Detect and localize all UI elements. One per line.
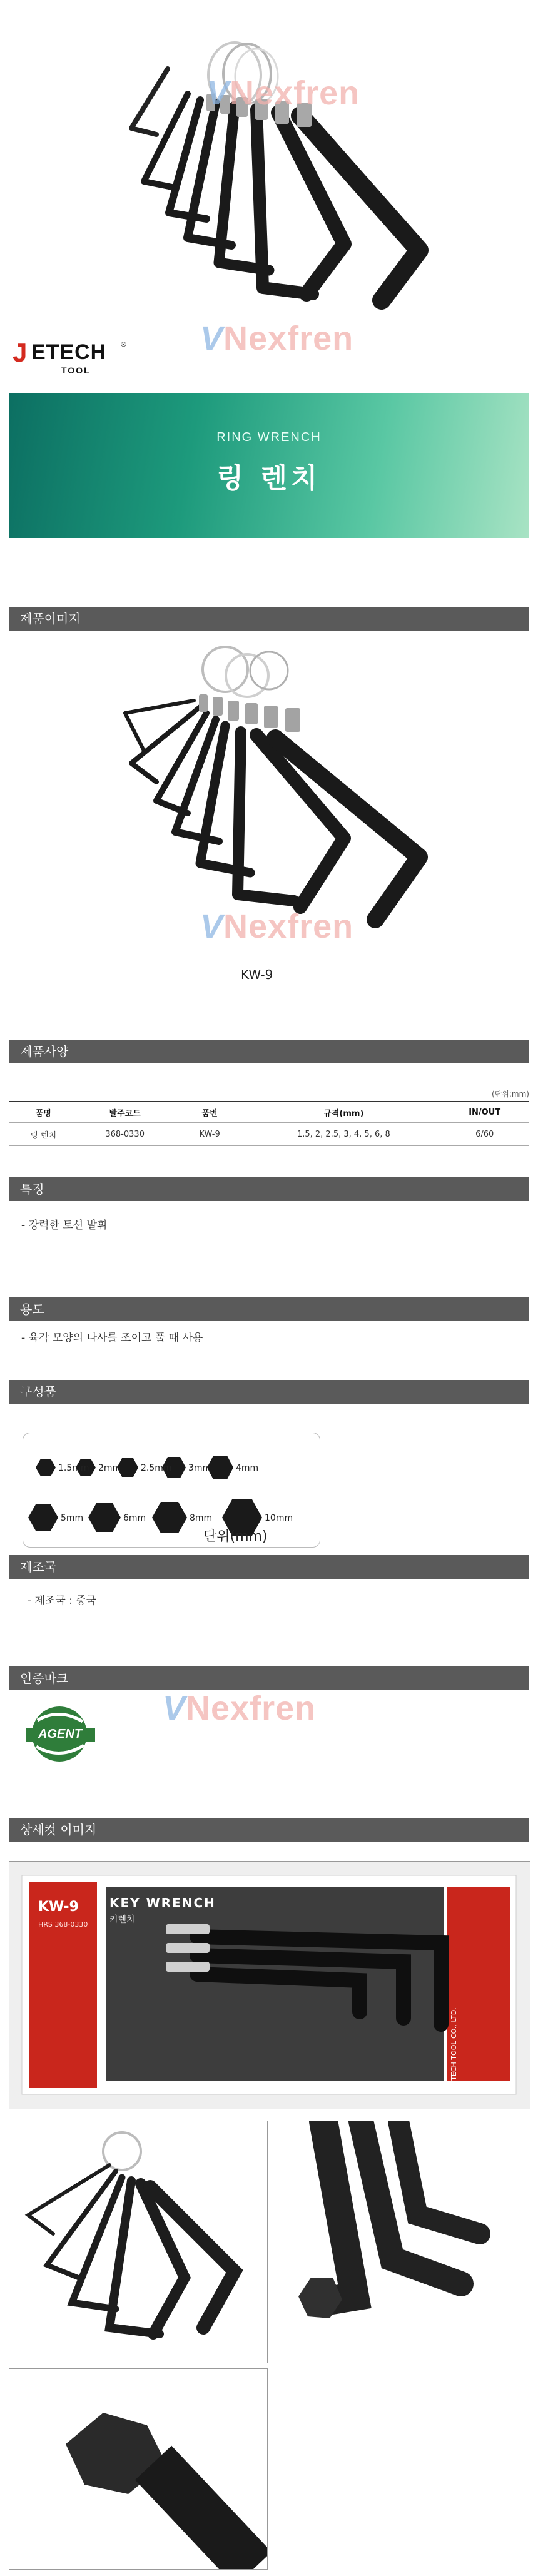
section-cert: 인증마크 <box>9 1666 529 1690</box>
spec-cell: 6/60 <box>440 1123 529 1146</box>
features-text: - 강력한 토션 발휘 <box>21 1219 108 1232</box>
spec-header: IN/OUT <box>440 1102 529 1123</box>
title-banner <box>9 393 529 538</box>
spec-cell: 1.5, 2, 2.5, 3, 4, 5, 6, 8 <box>247 1123 440 1146</box>
spec-header: 품번 <box>172 1102 248 1123</box>
wrench-set-illustration <box>9 2121 267 2363</box>
detail-photo-set <box>9 2121 268 2363</box>
hex-size-diagram <box>23 1433 320 1547</box>
detail-photo-closeup <box>273 2121 530 2363</box>
wrench-set-illustration <box>0 0 538 325</box>
spec-cell: 링 렌치 <box>9 1123 78 1146</box>
watermark: VNexfren <box>163 1690 317 1727</box>
package-photo <box>9 1861 530 2109</box>
package-model: KW-9 <box>38 1899 79 1915</box>
section-detail: 상세컷 이미지 <box>9 1818 529 1842</box>
spec-header-row <box>9 1102 529 1123</box>
detail-photo-tip <box>9 2368 268 2570</box>
spec-cell: 368-0330 <box>78 1123 172 1146</box>
agent-cert-mark <box>25 1703 100 1765</box>
package-name-en: KEY WRENCH <box>109 1895 216 1910</box>
size-label: 3mm <box>188 1463 211 1473</box>
size-label: 10mm <box>265 1513 293 1523</box>
package-name-ko: 키렌치 <box>109 1915 135 1925</box>
spec-header: 품명 <box>9 1102 78 1123</box>
banner-subtitle: RING WRENCH <box>216 430 322 444</box>
section-components: 구성품 <box>9 1380 529 1404</box>
watermark: VNexfren <box>206 74 360 112</box>
size-label: 2mm <box>98 1463 121 1473</box>
spec-header: 발주코드 <box>78 1102 172 1123</box>
package-code: HRS 368-0330 <box>38 1920 88 1929</box>
size-label: 6mm <box>123 1513 146 1523</box>
cert-text: AGENT <box>38 1727 82 1741</box>
components-box <box>23 1433 320 1548</box>
spec-cell: KW-9 <box>172 1123 248 1146</box>
product-photo <box>0 632 538 982</box>
hero-product-photo <box>0 0 538 375</box>
spec-unit-note: (단위:mm) <box>492 1090 529 1098</box>
banner-title: 링 렌치 <box>216 462 322 494</box>
section-usage: 용도 <box>9 1297 529 1321</box>
size-label: 4mm <box>236 1463 259 1473</box>
origin-text: - 제조국 : 중국 <box>28 1595 97 1607</box>
model-label: KW-9 <box>241 967 273 982</box>
section-origin: 제조국 <box>9 1555 529 1579</box>
watermark: VNexfren <box>200 320 354 357</box>
wrench-closeup-illustration <box>273 2121 530 2363</box>
size-label: 1.5mm <box>58 1463 89 1473</box>
section-product-image: 제품이미지 <box>9 607 529 631</box>
table-row <box>9 1123 529 1146</box>
size-label: 2.5mm <box>141 1463 172 1473</box>
wrench-tip-illustration <box>9 2369 267 2569</box>
watermark: VNexfren <box>200 908 354 945</box>
spec-table <box>9 1101 529 1146</box>
unit-label: 단위(mm) <box>203 1529 268 1544</box>
size-label: 5mm <box>61 1513 84 1523</box>
usage-text: - 육각 모양의 나사를 조이고 풀 때 사용 <box>21 1332 203 1344</box>
spec-header: 규격(mm) <box>247 1102 440 1123</box>
size-label: 8mm <box>190 1513 213 1523</box>
package-company: JETECH TOOL CO., LTD. <box>450 2007 458 2087</box>
jetech-logo: J ETECH TOOL ® <box>13 338 127 375</box>
section-features: 특징 <box>9 1177 529 1201</box>
section-spec: 제품사양 <box>9 1040 529 1063</box>
